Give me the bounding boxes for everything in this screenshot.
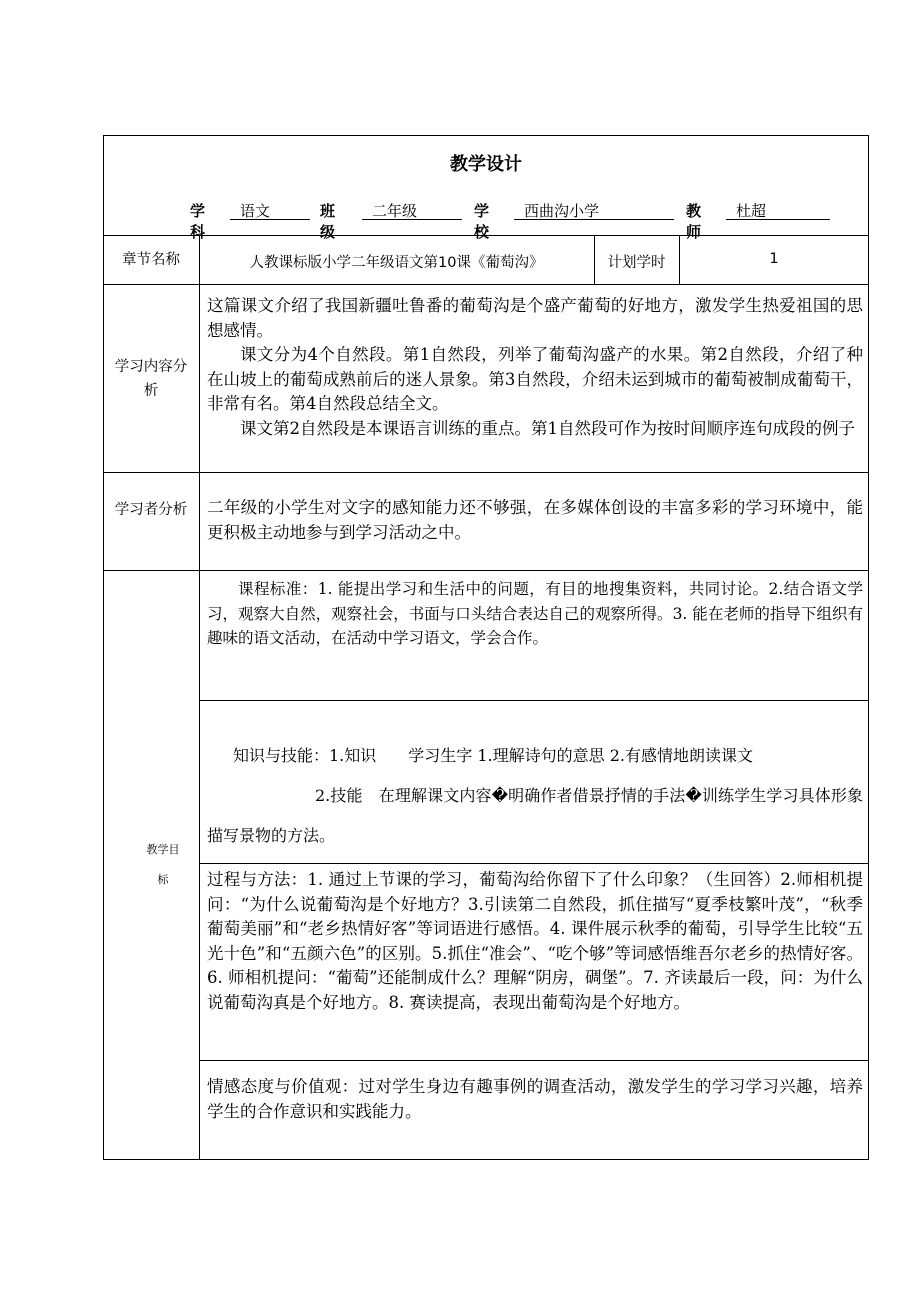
- subject-label: 学科: [190, 202, 206, 241]
- chapter-value: 人教课标版小学二年级语文第10课《葡萄沟》: [249, 255, 544, 271]
- learner-analysis-label: 学习者分析: [114, 502, 188, 518]
- chapter-label: 章节名称: [122, 252, 180, 268]
- teacher-value: 杜超: [726, 200, 830, 220]
- knowledge-skills-text: [207, 736, 863, 856]
- class-value: 二年级: [362, 200, 462, 220]
- column-divider: [199, 235, 200, 1160]
- objectives-label: 教学目标: [146, 843, 180, 886]
- knowledge-line: 知识与技能：1.知识 学习生字 1.理解诗句的意思 2.有感情地朗读课文: [233, 746, 753, 765]
- class-label: 班级: [320, 202, 336, 241]
- row-divider: [199, 863, 869, 864]
- skill-line: 2.技能 在理解课文内容�明确作者借景抒情的手法�训练学生学习具体形象描写景物的方法。: [207, 786, 863, 845]
- school-value: 西曲沟小学: [514, 200, 674, 220]
- process-method-text: 过程与方法：1. 通过上节课的学习，葡萄沟给你留下了什么印象？（生回答）2.师相机提问：“为什么说葡萄沟是个好地方？3.引读第二自然段，抓住描写“夏季枝繁叶茂”，“秋季葡萄美丽”和“老乡热情好客”等词语进行感悟。4. 课件展示秋季的葡萄，引导学生比较“五光十色”和“五颜六色”的区别。5.抓住“准会”、“吃个够”等词感悟维吾尔老乡的热情好客。6. 师相机提问：“葡萄”还能制成什么？理解“阴房，碉堡”。7. 齐读最后一段，问：为什么说葡萄沟真是个好地方。8. 赛读提高，表现出葡萄沟是个好地方。: [207, 870, 863, 1012]
- learner-analysis-text: 二年级的小学生对文字的感知能力还不够强，在多媒体创设的丰富多彩的学习环境中，能更积极主动地参与到学习活动之中。: [207, 498, 863, 542]
- row-divider: [199, 700, 869, 701]
- attitude-values-text: 情感态度与价值观：过对学生身边有趣事例的调查活动，激发学生的学习学习兴趣，培养学生的合作意识和实践能力。: [207, 1077, 863, 1121]
- curriculum-standards-text: 课程标准：1. 能提出学习和生活中的问题，有目的地搜集资料，共同讨论。2.结合语文学习，观察大自然，观察社会，书面与口头结合表达自己的观察所得。3. 能在老师的指导下组织有趣味的语文活动，在活动中学习语文，学会合作。: [207, 580, 863, 647]
- hours-label: 计划学时: [607, 255, 666, 271]
- content-analysis-paragraph: 这篇课文介绍了我国新疆吐鲁番的葡萄沟是个盛产葡萄的好地方，激发学生热爱祖国的思想感情。: [207, 296, 863, 340]
- teacher-label: 教师: [686, 202, 702, 241]
- subject-value: 语文: [230, 200, 310, 220]
- hours-value: 1: [769, 251, 779, 267]
- row-divider: [103, 570, 869, 571]
- page-title: 教学设计: [450, 154, 522, 175]
- row-divider: [199, 1060, 869, 1061]
- content-analysis-label: 学习内容分析: [114, 359, 188, 399]
- content-analysis-paragraph: 课文分为4个自然段。第1自然段，列举了葡萄沟盛产的水果。第2自然段，介绍了种在山坡上的葡萄成熟前后的迷人景象。第3自然段，介绍未运到城市的葡萄被制成葡萄干，非常有名。第4自然段总结全文。: [207, 345, 863, 413]
- row-divider: [103, 284, 869, 285]
- row-divider: [103, 472, 869, 473]
- school-label: 学校: [474, 202, 490, 241]
- content-analysis-text: [207, 294, 863, 441]
- content-analysis-paragraph: 课文第2自然段是本课语言训练的重点。第1自然段可作为按时间顺序连句成段的例子: [240, 418, 855, 438]
